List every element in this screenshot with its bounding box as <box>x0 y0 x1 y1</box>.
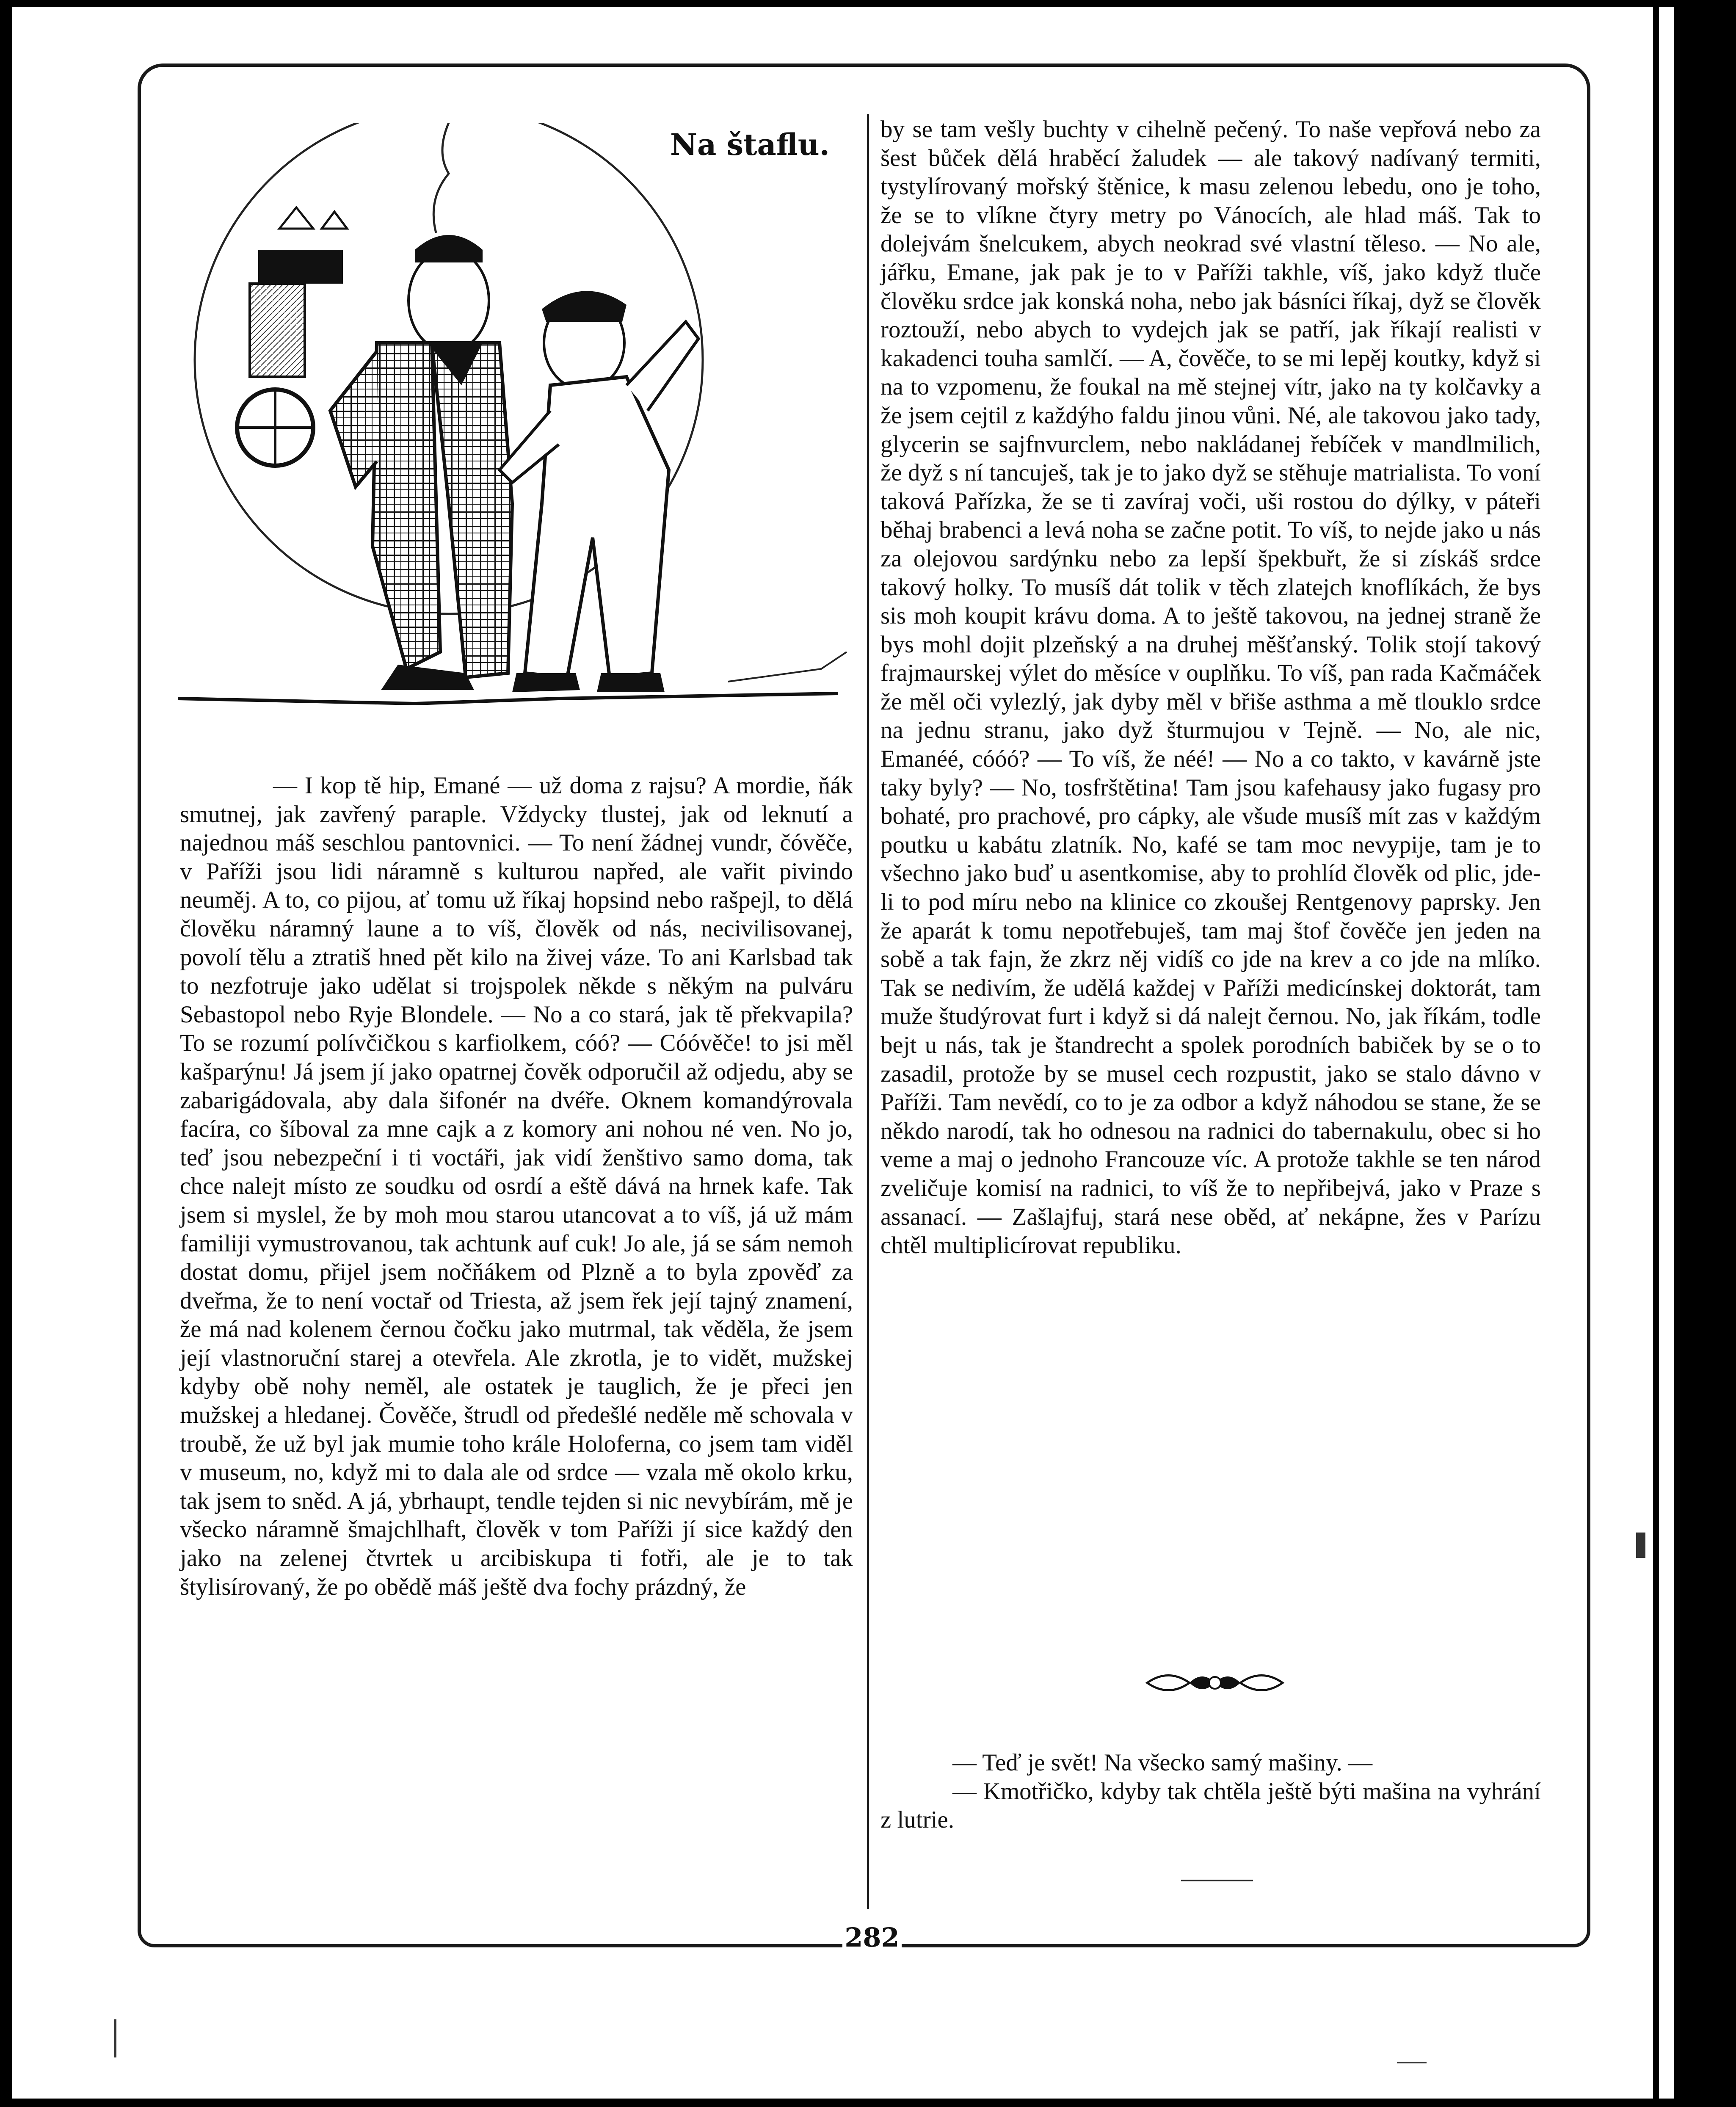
scan-edge-left <box>0 0 12 2107</box>
scan-edge-top <box>0 0 1736 7</box>
joke-line-1: — Teď je svět! Na všecko samý mašiny. — <box>952 1749 1373 1776</box>
right-column-text: by se tam vešly buchty v cihelně pečený. To naše vepřová nebo za šest bůček dělá hraběcí žaludek — ale takový nadívaný termiti, tystylírovaný mořský štěnice, k masu zelenou lebedu, ono je toho, že se to vlíkne čtyry metry po Vánocích, ale hlad máš. Tak to dolejvám šnelcukem, abych neokrad své vlastní těleso. — No ale, jářku, Emane, jak pak je to v Paříži takhle, víš, jako když tluče člověku srdce jak konská noha, nebo jak básníci říkaj, dyž se člověk roztouží, nebo abych to vydejch jak se patří, jak říkají realisti v kakadenci touha samlčí. — A, čověče, to se mi lepěj koutky, když si na to vzpomenu, že foukal na mě stejnej vítr, jako na ty kolčavky a že jsem cejtil z každýho faldu jinou vůni. Né, ale takovou jako tady, glycerin se sajfnvurclem, nebo nakládanej řebíček v mandlmilich, že dyž s ní tancuješ, tak je to jako dyž se stěhuje matrialista. To voní taková Pařízka, že se ti zavíraj voči, uši rostou do dýlky, v páteři běhaj brabenci a levá noha se začne potit. To víš, to nejde jako u nás za olejovou sardýnku nebo za lepší špekbuřt, že si získáš srdce takový holky. To musíš dát tolik v těch zlatejch knoflíkách, že bys sis moh koupit krávu doma. A to ještě takovou, na jednej straně že bys mohl dojit plzeňský a na druhej měšťanský. Tolik stojí takový frajmaurskej výlet do měsíce v ouplňku. To víš, pan rada Kačmáček že měl oči vylezlý, jak dyby měl v břiše asthma a mě tlouklo srdce na jednu stranu, jako dyž šturmujou v Tejně. — No, ale nic, Emanéé, cóóó? — To víš, že néé! — No a co takto, v kavárně jste taky byly? — No, tosfrštětina! Tam jsou kafehausy jako fugasy pro bohaté, pro prachové, pro cápky, ale všude musíš mít zas v každým poutku u kabátu zlatník. No, kafé se tam moc nevypije, tam je to všechno jako buď u asentkomise, aby to prohlíd člověk od plic, jde-li to pod míru nebo na klinice co zkoušej Rentgenovy paprsky. Jen že aparát k tomu nepotřebuješ, tam maj štof čověče jen jeden na sobě a tak fajn, že zkrz něj vidíš co jde na krev a co jde na mlíko. Tak se nedivím, že udělá každej v Paříži medicínskej doktorát, tam muže študýrovat furt i když si dá nalejt černou. No, jak říkám, todle bejt u nás, tak je štandrecht a spolek porodních babiček by se o to zasadil, protože by se musel cech rozpustit, jako se stalo dávno v Paříži. Tam nevědí, co to je za odbor a když náhodou se stane, že se někdo narodí, tak ho odnesou na radnici do tabernakulu, obec si ho veme a maj o jednoho Francouze víc. A protože takhle se ten národ zveličuje komisí na radnici, to víš že to nepřibejvá, jako v Praze s assanací. — Zašlajfuj, stará nese oběd, ať nekápne, žes v Parízu chtěl multiplicírovat republiku. <box>880 116 1541 1259</box>
left-column-text: — I kop tě hip, Emané — už doma z rajsu? A mordie, ňák smutnej, jak zavřený paraple. Vždycky tlustej, jak od leknutí a najednou máš seschlou pantovnici. — To není žádnej vundr, čóvěče, v Paříži jsou lidi náramně s kulturou napřed, ale vařit pivindo neuměj. A to, co pijou, ať tomu už říkaj hopsind nebo rašpejl, to dělá člověku náramný laune a to víš, člověk od nás, necivilisovanej, povolí tělu a ztratiš hned pět kilo na živej váze. To ani Karlsbad tak to nezfotruje jako udělat si trojspolek někde s někým na pulváru Sebastopol nebo Ryje Blondele. — No a co stará, jak tě překvapila? To se rozumí polívčičkou s karfiolkem, cóó? — Cóóvěče! to jsi měl kašparýnu! Já jsem jí jako opatrnej čověk odporučil až odjedu, aby se zabarigádovala, aby dala šifonér na dvéře. Oknem komandýrovala facíra, co šíboval za mne cajk a z komory ani nohou né ven. No jo, teď jsou nebezpeční i ti voctáři, jak vidí ženštivo samo doma, tak chce nalejt místo ze soudku od osrdí a eště dává na hrnek kafe. Tak jsem si myslel, že by moh mou starou utancovat a to víš, já už mám familiji vymustrovanou, tak achtunk auf cuk! Jo ale, já se sám nemoh dostat domu, přijel jsem nočňákem od Plzně a to byla zpověď za dveřma, že to není voctař od Triesta, až jsem řek její tajný znamení, že má nad kolenem černou čočku jako mutrmal, tak věděla, že jsem její vlastnoruční starej a otevřela. Ale zkrotla, je to vidět, mužskej kdyby obě nohy neměl, ale ostatek je tauglich, že je přeci jen mužskej a hledanej. Čověče, štrudl od předešlé neděle mě schovala v troubě, že už byl jak mumie toho krále Holoferna, co jsem tam viděl v museum, no, když mi to dala ale od srdce — vzala mě okolo krku, tak jsem to sněd. A já, ybrhaupt, tendle tejden si nic nevybírám, mě je všecko náramně šmajchlhaft, člověk v tom Paříži jí sice každý den jako na zelenej čtvrtek u arcibiskupa ti fotři, ale je to tak štylisírovaný, že po obědě máš ještě dva fochy prázdný, že <box>180 772 853 1600</box>
illustration <box>178 123 864 741</box>
scan-speck <box>1636 1533 1645 1558</box>
scan-edge-right <box>1674 0 1736 2107</box>
left-column <box>180 771 853 1601</box>
scan-speck <box>114 2019 116 2057</box>
ornament <box>1143 1664 1287 1702</box>
joke-line-2: — Kmotřičko, kdyby tak chtěla ještě býti mašina na vyhrání z lutrie. <box>880 1778 1541 1834</box>
joke <box>880 1748 1541 1834</box>
scan-edge-bottom <box>0 2099 1736 2107</box>
right-column <box>880 115 1541 1260</box>
column-divider <box>867 114 869 1909</box>
scan-edge-right-inner <box>1653 0 1659 2107</box>
closing-rule <box>1181 1880 1253 1881</box>
page-number: 282 <box>842 1922 902 1953</box>
scan-speck <box>1397 2062 1427 2063</box>
article-title: Na štaflu. <box>670 127 830 162</box>
